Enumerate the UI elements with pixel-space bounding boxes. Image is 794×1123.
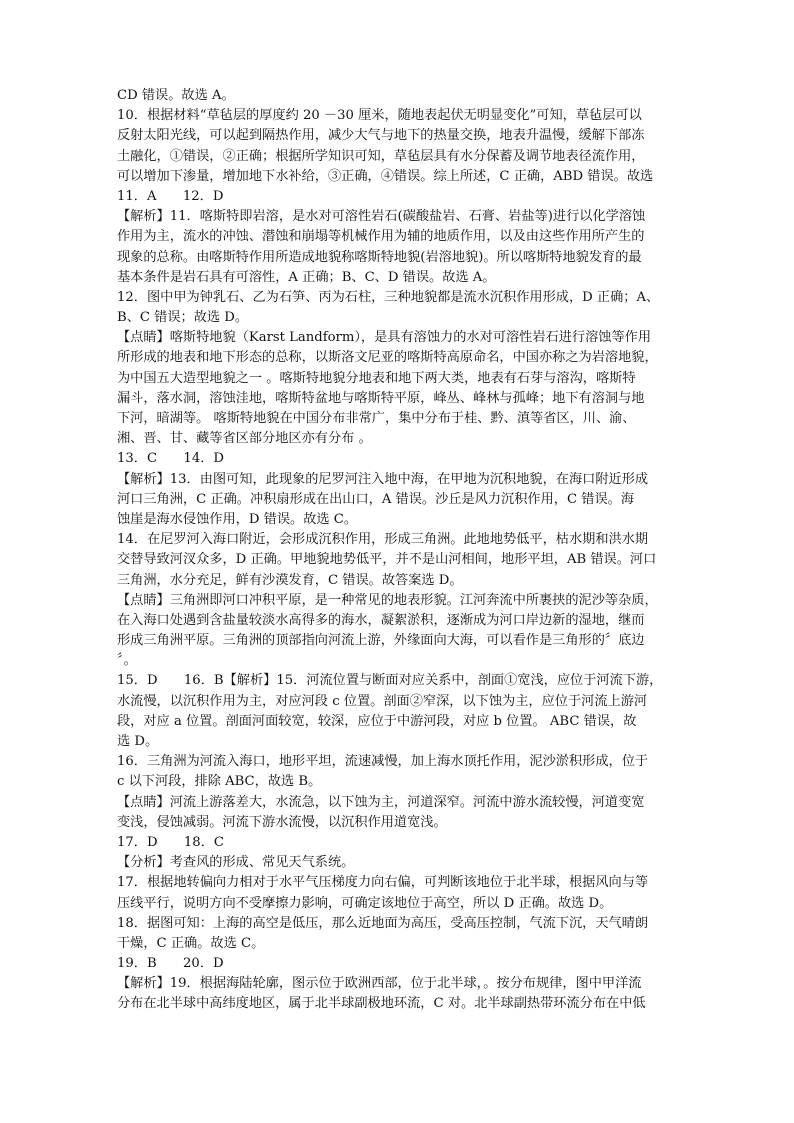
- text-line: 17．D 18．C: [117, 834, 224, 850]
- text-line: 所形成的地表和地下形态的总称，以斯洛文尼亚的喀斯特高原命名，中国亦称之为岩溶地貌，: [117, 350, 658, 366]
- text-line: 〞。: [117, 653, 137, 669]
- text-line: 12．图中甲为钟乳石、乙为石笋、丙为石柱，三种地貌都是流水沉积作用形成，D 正确；A、: [117, 289, 660, 305]
- text-line: 三角洲，水分充足，鲜有沙漠发育，C 错误。故答案选 D。: [117, 572, 463, 588]
- text-line: 变浅，侵蚀减弱。河流下游水流慢，以沉积作用道宽浅。: [117, 814, 447, 830]
- text-line: 反射太阳光线，可以起到隔热作用，减少大气与地下的热量交换，地表升温慢，缓解下部冻: [117, 128, 645, 144]
- text-line: 可以增加下渗量，增加地下水补给，③正确，④错误。综上所述，C 正确，ABD 错误。故选: [117, 168, 654, 184]
- text-line: 15．D 16．B【解析】15．河流位置与断面对应关系中，剖面①宽浅，应位于河流下游，: [117, 673, 663, 689]
- text-line: 现象的总称。由喀斯特作用所造成地貌称喀斯特地貌(岩溶地貌)。所以喀斯特地貌发育的最: [117, 249, 642, 265]
- text-line: 14．在尼罗河入海口附近，会形成沉积作用，形成三角洲。此地地势低平，枯水期和洪水期: [117, 532, 649, 548]
- text-line: 漏斗，落水洞，溶蚀洼地，喀斯特盆地与喀斯特平原，峰丛、峰林与孤峰；地下有溶洞与地: [117, 390, 645, 406]
- text-line: CD 错误。故选 A。: [117, 88, 235, 103]
- text-line: 作用为主，流水的冲蚀、潜蚀和崩塌等机械作用为辅的地质作用，以及由这些作用所产生的: [117, 229, 645, 245]
- text-line: 土融化，①错误，②正确；根据所学知识可知，草毡层具有水分保蓄及调节地表径流作用，: [117, 148, 645, 164]
- text-line: 基本条件是岩石具有可溶性，A 正确；B、C、D 错误。故选 A。: [117, 269, 496, 285]
- text-line: 【解析】13．由图可知，此现象的尼罗河注入地中海，在甲地为沉积地貌，在海口附近形成: [117, 471, 649, 487]
- text-line: 水流慢，以沉积作用为主，对应河段 c 位置。剖面②窄深，以下蚀为主，应位于河流上游河: [117, 693, 648, 709]
- text-line: 段，对应 a 位置。剖面河面较宽，较深，应位于中游河段，对应 b 位置。 ABC 错误，故: [117, 713, 637, 729]
- text-line: 11．A 12．D: [117, 188, 224, 204]
- text-line: 【分析】考查风的形成、常见天气系统。: [117, 855, 355, 871]
- text-line: 17．根据地转偏向力相对于水平气压梯度力向右偏，可判断该地位于北半球，根据风向与等: [117, 875, 649, 891]
- text-line: 13．C 14．D: [117, 451, 224, 467]
- text-line: 19．B 20．D: [117, 956, 224, 972]
- text-line: 湘、晋、甘、藏等省区部分地区亦有分布 。: [117, 431, 372, 447]
- text-line: 【点睛】喀斯特地貌（Karst Landform），是具有溶蚀力的水对可溶性岩石进行溶蚀等作用: [117, 330, 652, 346]
- text-line: 【点睛】河流上游落差大，水流急，以下蚀为主，河道深窄。河流中游水流较慢，河道变宽: [117, 794, 645, 810]
- document-page: [117, 86, 677, 1015]
- text-line: 交替导致河汊众多，D 正确。甲地貌地势低平，并不是山河相间，地形平坦，AB 错误。河口: [117, 552, 657, 568]
- text-line: 【解析】11．喀斯特即岩溶，是水对可溶性岩石(碳酸盐岩、石膏、岩盐等)进行以化学溶蚀: [117, 209, 646, 225]
- text-line: 形成三角洲平原。三角洲的顶部指向河流上游，外缘面向大海，可以看作是三角形的〞底边: [117, 633, 645, 649]
- text-line: 选 D。: [117, 734, 159, 749]
- text-line: B、C 错误；故选 D。: [117, 310, 249, 326]
- text-line: 蚀崖是海水侵蚀作用，D 错误。故选 C。: [117, 511, 358, 527]
- text-line: 河口三角洲，C 正确。冲积扇形成在出山口，A 错误。沙丘是风力沉积作用，C 错误。海: [117, 491, 635, 507]
- text-line: 【解析】19．根据海陆轮廓，图示位于欧洲西部，位于北半球，。按分布规律，图中甲洋流: [117, 976, 642, 992]
- text-line: c 以下河段，排除 ABC，故选 B。: [117, 774, 322, 790]
- text-line: 18．据图可知：上海的高空是低压，那么近地面为高压，受高压控制，气流下沉，天气晴朗: [117, 915, 649, 931]
- text-line: 在入海口处遇到含盐量较淡水高得多的海水，凝絮淤积，逐渐成为河口岸边新的湿地，继而: [117, 612, 645, 628]
- text-line: 压线平行，说明方向不受摩擦力影响，可确定该地位于高空，所以 D 正确。故选 D。: [117, 895, 613, 911]
- text-line: 干燥，C 正确。故选 C。: [117, 935, 265, 951]
- text-line: 10．根据材料“草毡层的厚度约 20 －30 厘米，随地表起伏无明显变化”可知，草毡层可以: [117, 108, 642, 124]
- text-line: 为中国五大造型地貌之一 。喀斯特地貌分地表和地下两大类，地表有石芽与溶沟，喀斯特: [117, 370, 636, 386]
- text-line: 分布在北半球中高纬度地区，属于北半球副极地环流，C 对。北半球副热带环流分布在中低: [117, 996, 646, 1012]
- text-line: 【点睛】三角洲即河口冲积平原，是一种常见的地表形貌。江河奔流中所裹挟的泥沙等杂质，: [117, 592, 658, 608]
- text-line: 16．三角洲为河流入海口，地形平坦，流速减慢，加上海水顶托作用，泥沙淤积形成，位于: [117, 754, 649, 770]
- text-line: 下河，暗湖等。 喀斯特地貌在中国分布非常广，集中分布于桂、黔、滇等省区，川、渝、: [117, 411, 636, 426]
